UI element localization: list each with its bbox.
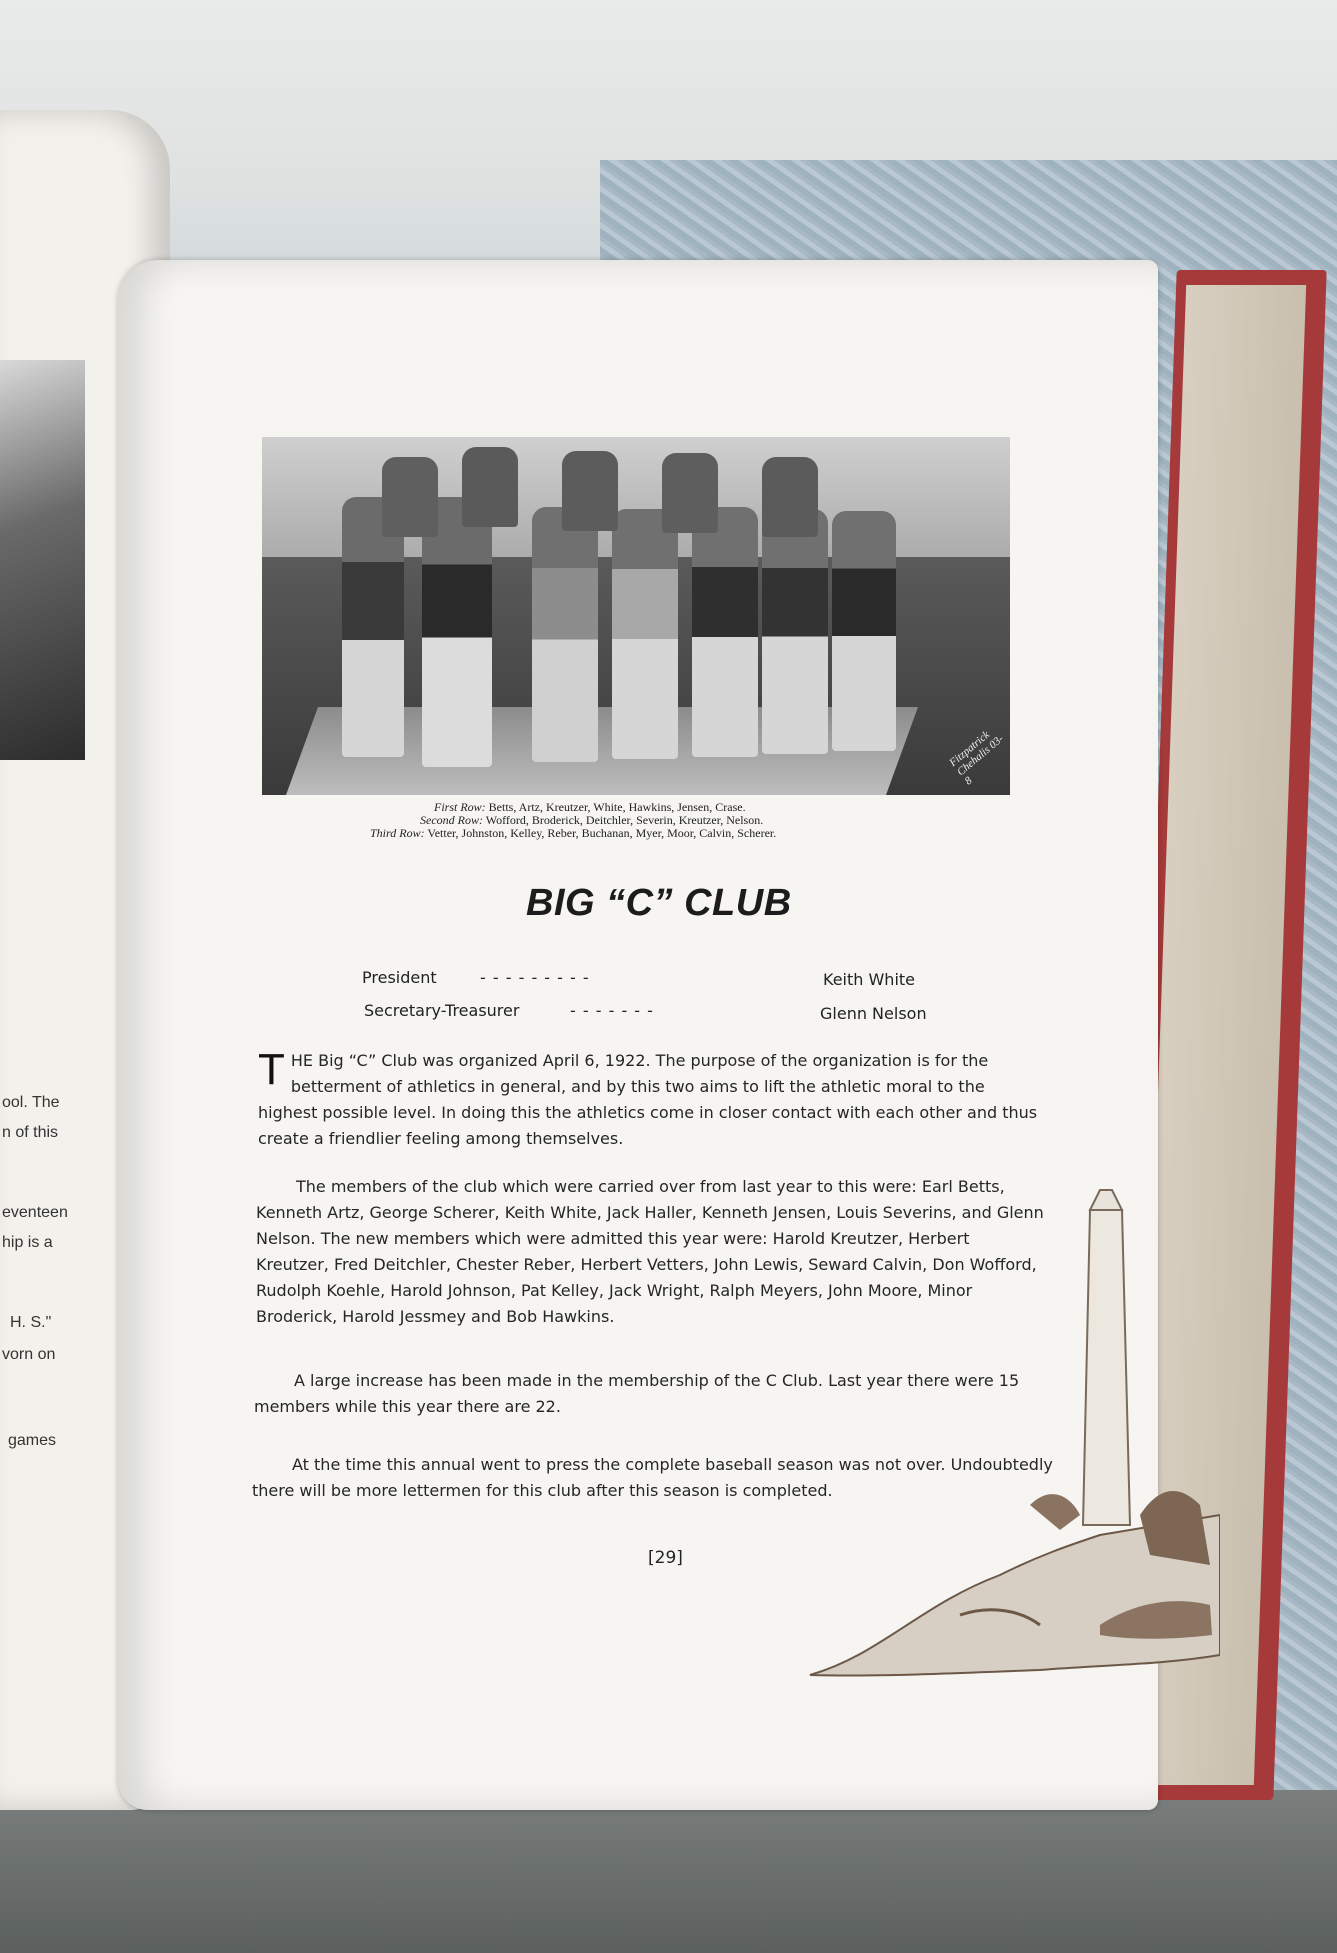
page-number: [29] — [648, 1548, 683, 1568]
club-group-photo — [262, 437, 1010, 795]
floor-background — [0, 1790, 1337, 1953]
officer-leader-dashes: - - - - - - - — [570, 1001, 654, 1020]
officer-role: Secretary-Treasurer — [364, 1001, 520, 1020]
left-page-fragment: vorn on — [2, 1346, 56, 1363]
left-page-fragment: games — [8, 1432, 57, 1449]
left-page-fragment: n of this — [2, 1124, 59, 1141]
paragraph-4: At the time this annual went to press the complete baseball season was not over. Undoubtedly there will be more lettermen for this club after this season is completed. — [252, 1455, 1053, 1500]
officer-leader-dashes: - - - - - - - - - — [480, 968, 590, 987]
left-page-fragment: ool. The — [2, 1094, 60, 1111]
left-page-fragment: eventeen — [2, 1204, 68, 1221]
paragraph-2: The members of the club which were carried over from last year to this were: Earl Betts, Kenneth Artz, George Scherer, Keith White, Jack Haller, Kenneth Jensen, Louis Severins, and Glenn Nelson. The new members which were admitted this year were: Harold Kreutzer, Herbert Kreutzer, Fred Deitchler, Chester Reber, Herbert Vetters, John Lewis, Seward Calvin, Don Wofford, Rudolph Koehle, Harold Johnson, Pat Kelley, Jack Wright, Ralph Meyers, John Moore, Minor Broderick, Harold Jessmey and Bob Hawkins. — [256, 1177, 1044, 1326]
officer-name: Keith White — [823, 970, 916, 989]
paragraph-3: A large increase has been made in the membership of the C Club. Last year there were 15 members while this year there are 22. — [254, 1371, 1020, 1416]
left-page-fragment: H. S." — [10, 1314, 52, 1331]
photo-caption-row: Third Row: Vetter, Johnston, Kelley, Reber, Buchanan, Myer, Moor, Calvin, Scherer. — [370, 826, 777, 840]
monument-illustration — [800, 1185, 1220, 1685]
page-title: BIG “C” CLUB — [526, 882, 792, 924]
photographer-stamp: Fitzpatrick Chehalis 03-8 — [947, 728, 1006, 788]
photo-caption-row: Second Row: Wofford, Broderick, Deitchler, Severin, Kreutzer, Nelson. — [420, 813, 764, 827]
left-page-fragment: hip is a — [2, 1234, 53, 1251]
paragraph-1: THE Big “C” Club was organized April 6, 1922. The purpose of the organization is for the betterment of athletics in general, and by this two aims to lift the athletic moral to the highest possible level. In doing this the athletics come in closer contact with each other and thus create a friendlier feeling among themselves. — [258, 1045, 1038, 1148]
photo-caption-row: First Row: Betts, Artz, Kreutzer, White, Hawkins, Jensen, Crase. — [434, 800, 746, 814]
left-page-photo — [0, 360, 85, 760]
officer-role: President — [362, 968, 437, 987]
drop-cap: T — [258, 1045, 285, 1094]
officer-name: Glenn Nelson — [820, 1004, 927, 1023]
